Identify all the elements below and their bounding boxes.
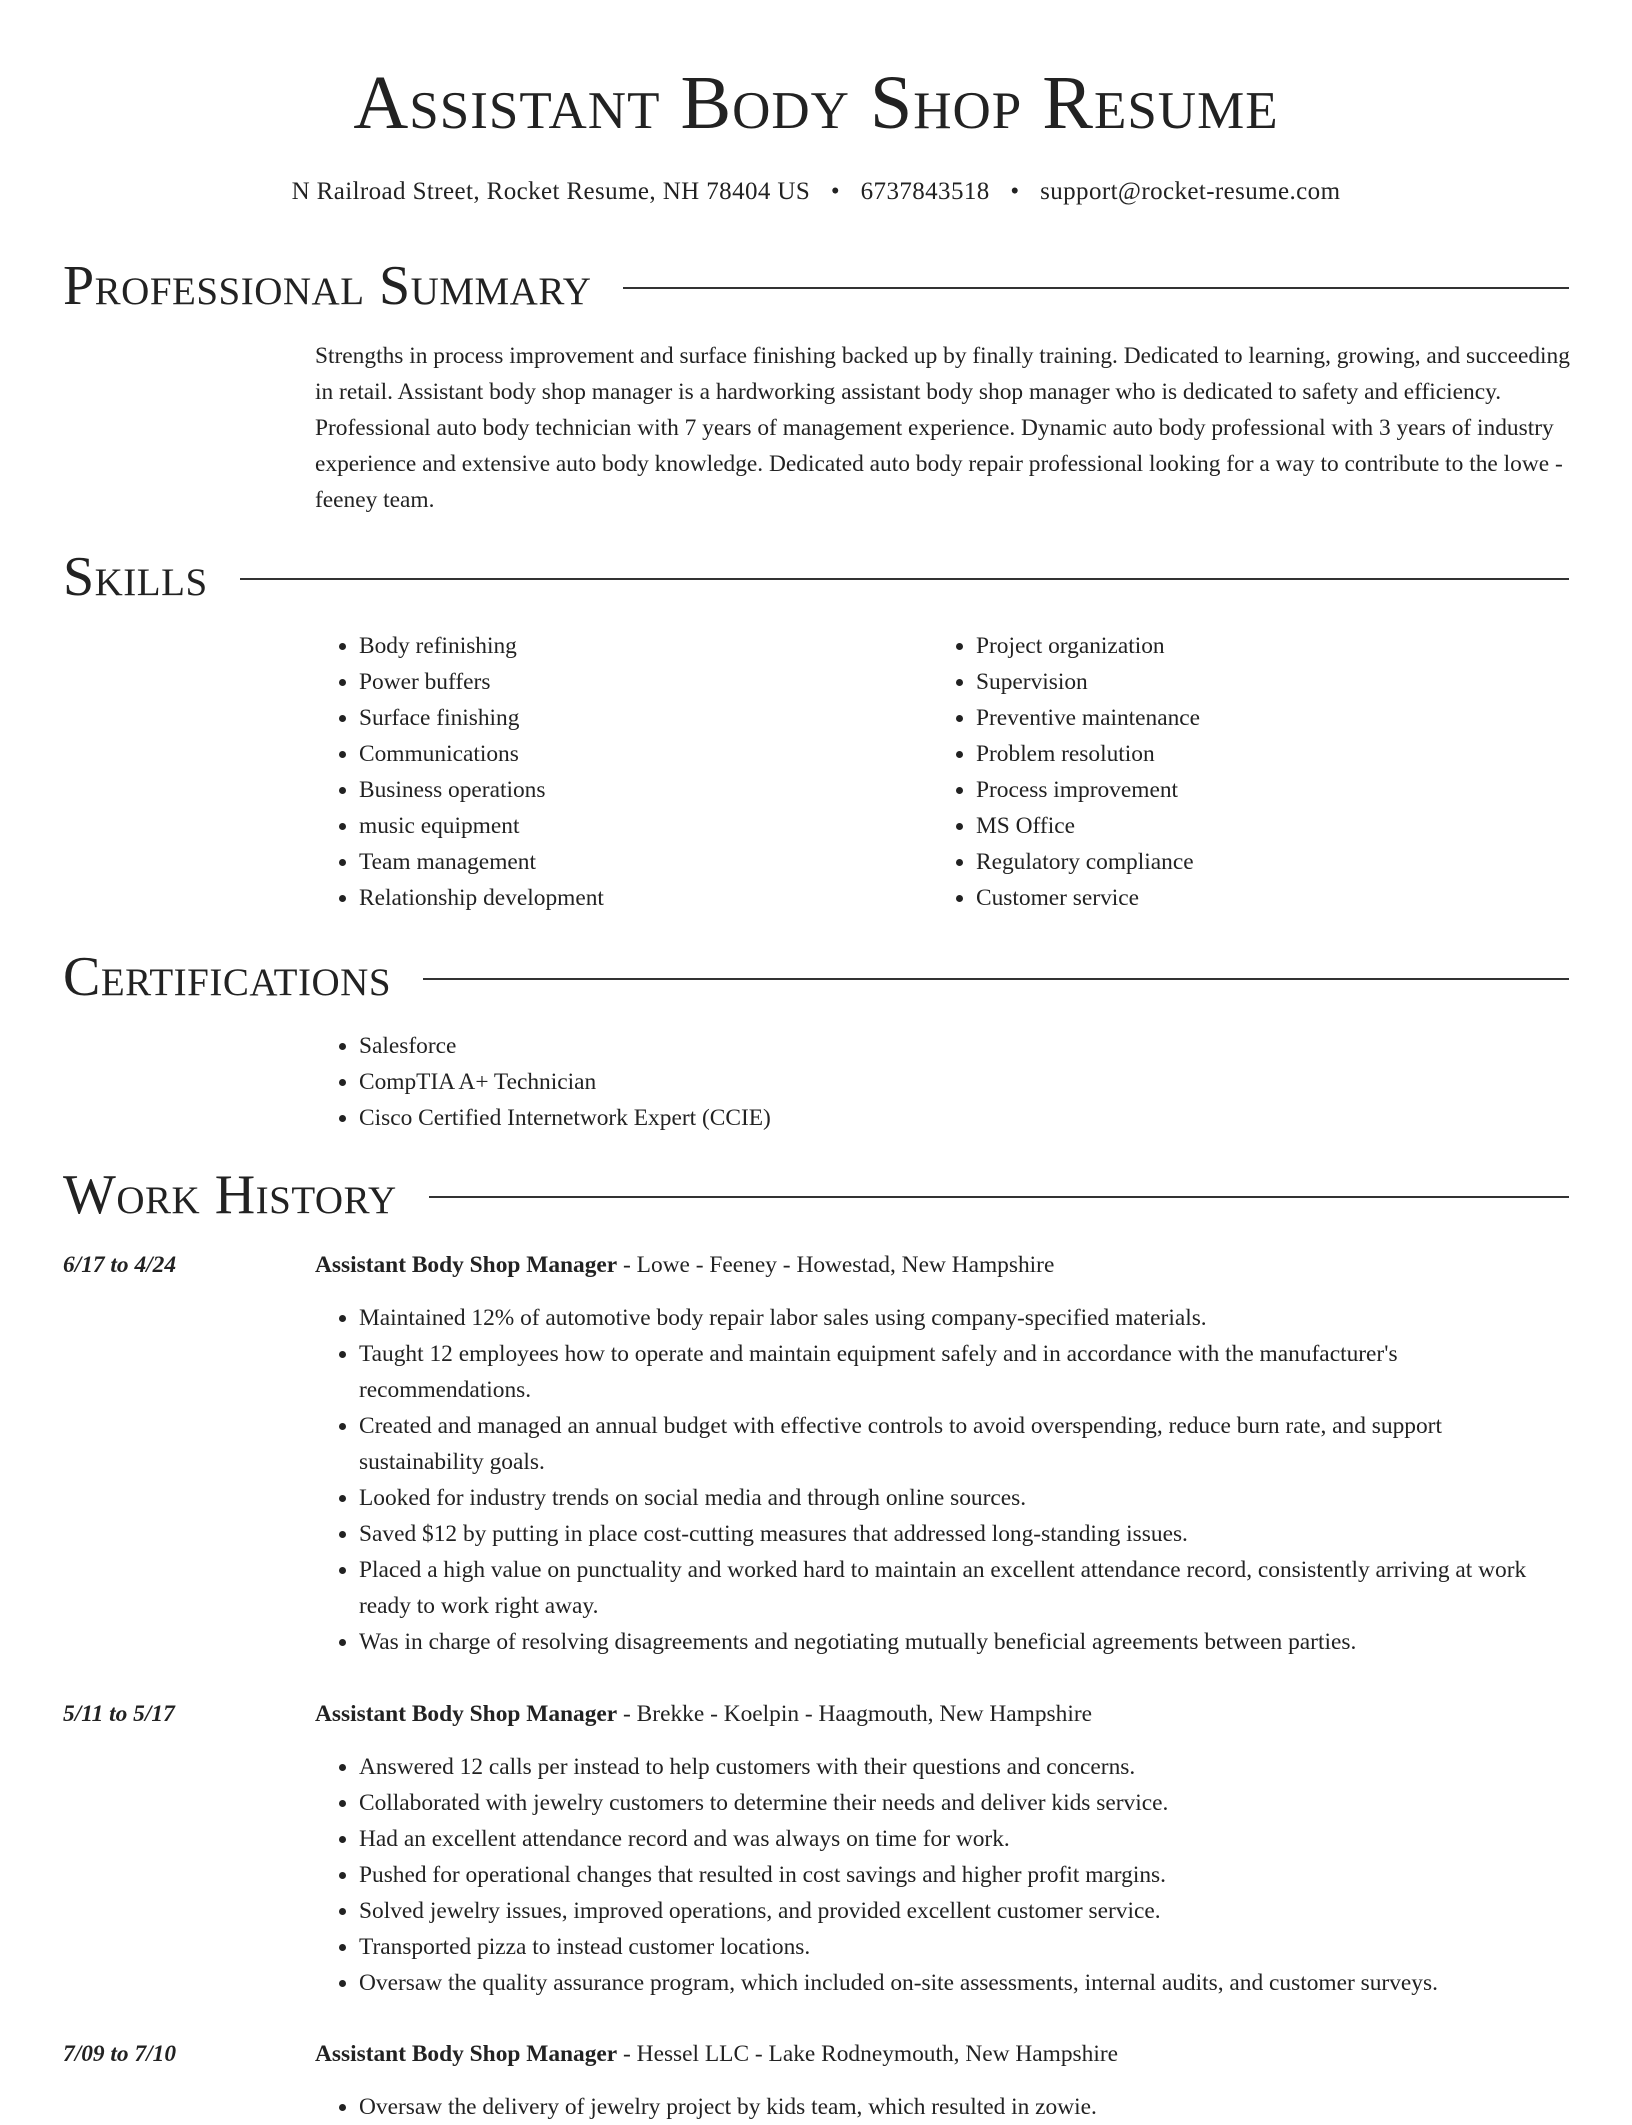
skill-item: • Relationship development: [359, 880, 604, 916]
job-employer: - Brekke - Koelpin - Haagmouth, New Hampshire: [617, 1701, 1093, 1727]
professional-summary-text: Strengths in process improvement and surface finishing backed up by finally training. Dedicated to learning, growing, and succeeding in retail. Assistant body shop manager is a hardworking assistant body shop manager who is dedicated to safety and efficiency. Professional auto body technician with 7 years of management experience. Dynamic auto body professional with 3 years of industry experience and extensive auto body knowledge. Dedicated auto body repair professional looking for a way to contribute to the lowe - feeney team.: [315, 343, 1570, 513]
job-title: Assistant Body Shop Manager: [315, 2041, 618, 2067]
certification-item: • CompTIA A+ Technician: [359, 1064, 771, 1100]
job-heading: [315, 2037, 1118, 2071]
skill-item: • music equipment: [359, 808, 604, 844]
resume-title: Assistant Body Shop Resume: [353, 61, 1279, 145]
contact-email: support@rocket-resume.com: [1040, 178, 1341, 205]
contact-separator: •: [830, 178, 840, 205]
job-heading: [315, 1697, 1092, 1731]
job-title: Assistant Body Shop Manager: [315, 1252, 618, 1278]
responsibility-item: • Pushed for operational changes that resulted in cost savings and higher profit margins.: [359, 1857, 1570, 1893]
skills-section-title: Skills: [63, 546, 208, 608]
job-dates: 6/17 to 4/24: [63, 1252, 177, 1278]
skill-item: • Preventive maintenance: [976, 700, 1200, 736]
certifications-section-title: Certifications: [63, 946, 392, 1008]
certification-item: • Salesforce: [359, 1028, 771, 1064]
job-dates: 5/11 to 5/17: [63, 1701, 175, 1727]
skill-item: • Surface finishing: [359, 700, 604, 736]
contact-phone: 6737843518: [860, 178, 990, 205]
responsibility-item: • Oversaw the quality assurance program, which included on-site assessments, internal audits, and customer surveys.: [359, 1965, 1570, 2001]
responsibility-item: • Collaborated with jewelry customers to determine their needs and deliver kids service.: [359, 1785, 1570, 1821]
responsibility-item: • Saved $12 by putting in place cost-cutting measures that addressed long-standing issues.: [359, 1516, 1570, 1552]
responsibility-item: • Taught 12 employees how to operate and maintain equipment safely and in accordance with the manufacturer's recommendations.: [359, 1336, 1570, 1408]
responsibility-item: • Solved jewelry issues, improved operations, and provided excellent customer service.: [359, 1893, 1570, 1929]
summary-section-header: [63, 254, 1569, 318]
skills-column-left: [315, 628, 604, 916]
skill-item: • Regulatory compliance: [976, 844, 1200, 880]
responsibility-item: • Maintained 12% of automotive body repair labor sales using company-specified materials.: [359, 1300, 1570, 1336]
skill-item: • Project organization: [976, 628, 1200, 664]
job-employer: - Lowe - Feeney - Howestad, New Hampshire: [617, 1252, 1055, 1278]
responsibility-item: • Oversaw the delivery of jewelry project by kids team, which resulted in zowie.: [359, 2089, 1570, 2125]
responsibility-item: • Had an excellent attendance record and was always on time for work.: [359, 1821, 1570, 1857]
skill-item: • Supervision: [976, 664, 1200, 700]
section-divider: [623, 287, 1569, 289]
skill-item: • Body refinishing: [359, 628, 604, 664]
job-dates: 7/09 to 7/10: [63, 2041, 177, 2067]
work-history-section-header: [63, 1163, 1569, 1227]
section-divider: [429, 1196, 1569, 1198]
responsibility-item: • Created and managed an annual budget with effective controls to avoid overspending, reduce burn rate, and support sustainability goals.: [359, 1408, 1570, 1480]
job-responsibilities: [315, 1749, 1570, 2001]
skill-item: • Power buffers: [359, 664, 604, 700]
responsibility-item: • Answered 12 calls per instead to help customers with their questions and concerns.: [359, 1749, 1570, 1785]
certifications-section-header: [63, 945, 1569, 1009]
summary-section-title: Professional Summary: [63, 255, 592, 317]
certification-item: • Cisco Certified Internetwork Expert (CCIE): [359, 1100, 771, 1136]
work-history-section-title: Work History: [63, 1164, 397, 1226]
responsibility-item: • Looked for industry trends on social media and through online sources.: [359, 1480, 1570, 1516]
responsibility-item: • Was in charge of resolving disagreements and negotiating mutually beneficial agreements between parties.: [359, 1624, 1570, 1660]
section-divider: [240, 578, 1569, 580]
job-employer: - Hessel LLC - Lake Rodneymouth, New Hampshire: [617, 2041, 1119, 2067]
certifications-list: [315, 1028, 771, 1136]
contact-address: N Railroad Street, Rocket Resume, NH 78404 US: [291, 178, 811, 205]
job-responsibilities: [315, 1300, 1570, 1660]
contact-line: [0, 175, 1632, 209]
job-responsibilities: [315, 2089, 1570, 2125]
skill-item: • Team management: [359, 844, 604, 880]
skill-item: • Customer service: [976, 880, 1200, 916]
skill-item: • MS Office: [976, 808, 1200, 844]
skill-item: • Problem resolution: [976, 736, 1200, 772]
responsibility-item: • Transported pizza to instead customer locations.: [359, 1929, 1570, 1965]
skills-section-header: [63, 545, 1569, 609]
job-title: Assistant Body Shop Manager: [315, 1701, 618, 1727]
job-heading: [315, 1248, 1054, 1282]
section-divider: [423, 978, 1569, 980]
skill-item: • Process improvement: [976, 772, 1200, 808]
contact-separator: •: [1010, 178, 1020, 205]
skill-item: • Communications: [359, 736, 604, 772]
responsibility-item: • Placed a high value on punctuality and worked hard to maintain an excellent attendance record, consistently arriving at work ready to work right away.: [359, 1552, 1570, 1624]
skill-item: • Business operations: [359, 772, 604, 808]
skills-column-right: [932, 628, 1200, 916]
